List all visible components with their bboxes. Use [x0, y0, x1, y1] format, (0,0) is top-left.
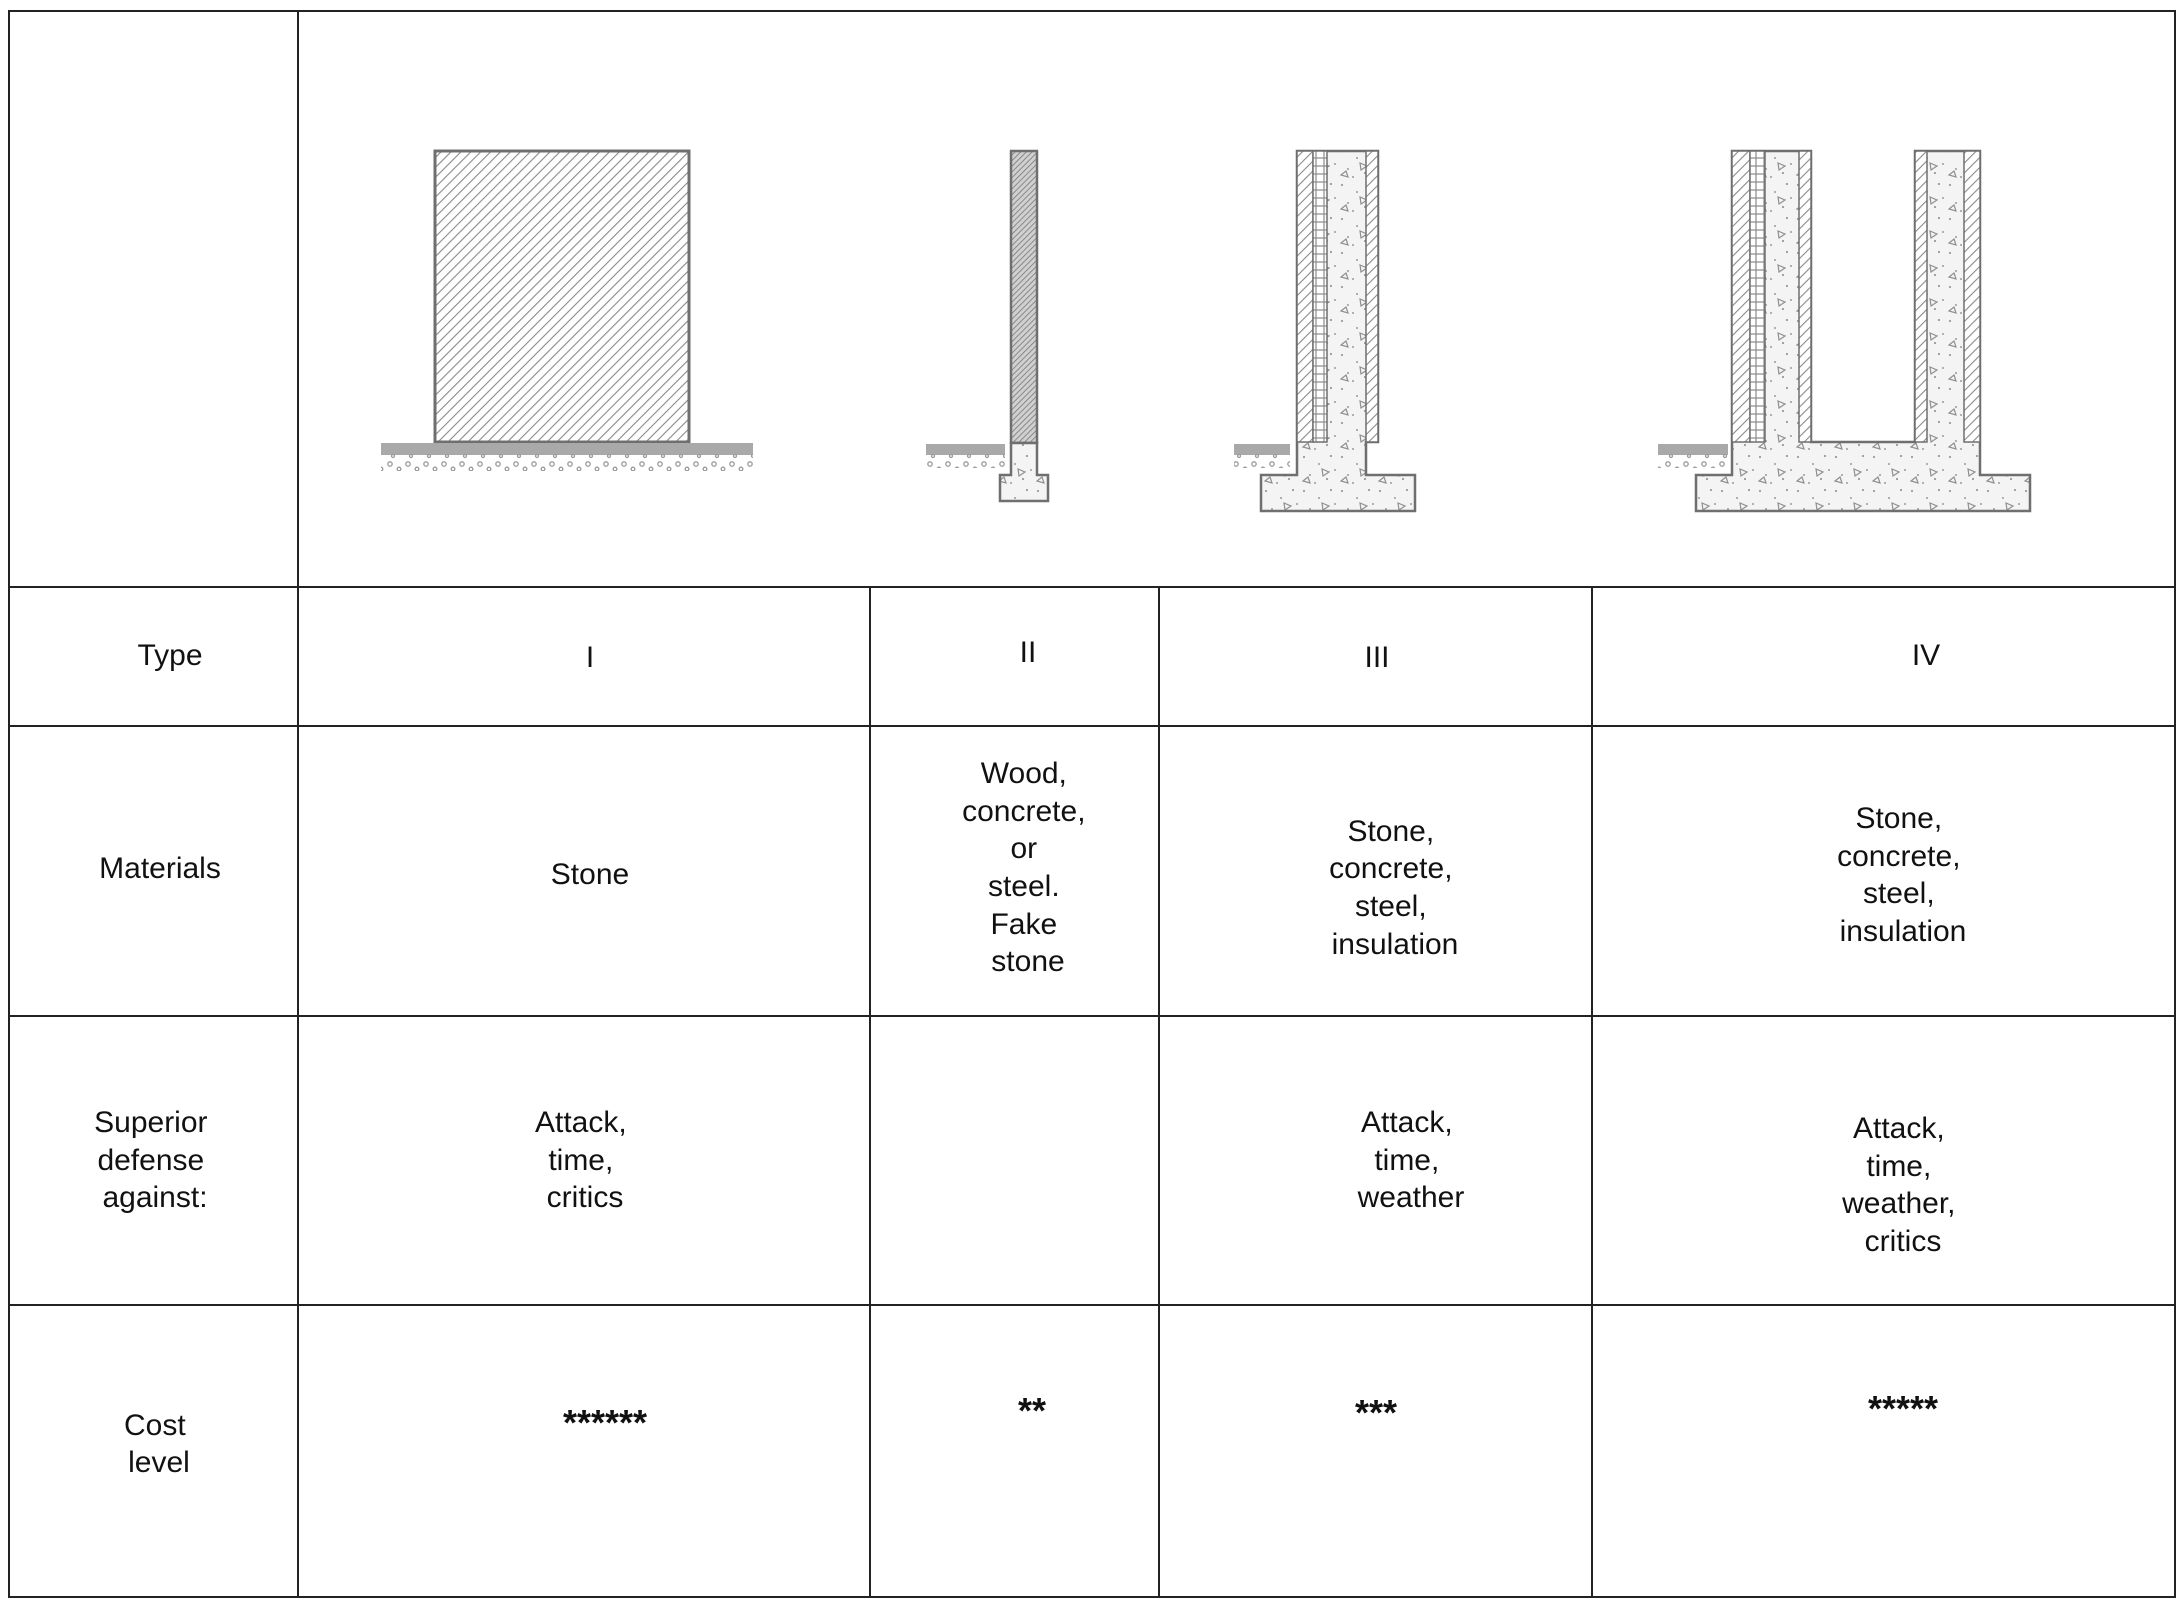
wall-sections-illustration — [381, 151, 2030, 511]
row-header-materials: Materials — [99, 852, 221, 885]
materials-type-iv: Stone, concrete, steel, insulation — [1837, 802, 1967, 948]
row-header-cost: Cost level — [123, 1409, 190, 1479]
type-label-iv: IV — [1911, 639, 1941, 672]
defense-type-i: Attack, time, critics — [534, 1106, 627, 1214]
defense-type-iv: Attack, time, weather, critics — [1842, 1112, 1956, 1258]
row-header-defense: Superior defense against: — [94, 1106, 208, 1214]
type-label-iii: III — [1364, 641, 1390, 674]
materials-type-ii: Wood, concrete, or steel. Fake stone — [962, 757, 1086, 978]
cost-type-iv: ***** — [1867, 1388, 1939, 1429]
row-header-type: Type — [137, 639, 203, 672]
wall-section-type-iv — [1658, 151, 2030, 511]
type-label-ii: II — [1019, 636, 1037, 669]
defense-type-iii: Attack, time, weather — [1357, 1106, 1465, 1214]
wall-types-table — [8, 10, 2176, 1598]
materials-type-i: Stone — [550, 858, 630, 891]
cost-type-ii: ** — [1017, 1390, 1047, 1431]
cost-type-iii: *** — [1354, 1392, 1398, 1433]
wall-section-type-ii — [926, 151, 1048, 501]
wall-section-type-i — [381, 151, 753, 471]
materials-type-iii: Stone, concrete, steel, insulation — [1329, 815, 1459, 961]
wall-section-type-iii — [1234, 151, 1415, 511]
type-label-i: I — [585, 641, 595, 674]
cost-type-i: ****** — [562, 1402, 648, 1443]
